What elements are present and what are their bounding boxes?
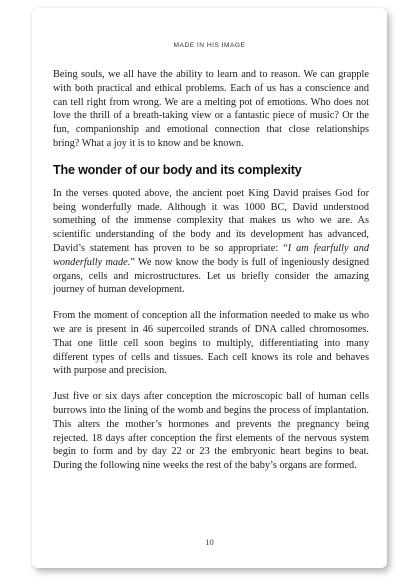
page-body bbox=[53, 68, 369, 485]
book-page bbox=[32, 8, 387, 568]
paragraph-king-david-text: In the verses quoted above, the ancient poet King David praises God for being wonderfully made. Although it was 1000 BC, David understood something of the immense complexity that makes us who we are. As scientific understanding of the body and its development has advanced, David’s statement has proven to be so appropriate: “ bbox=[53, 187, 369, 254]
page-number: 10 bbox=[205, 538, 214, 547]
scripture-quote: I am fearfully and wonderfully made. bbox=[53, 242, 369, 268]
paragraph-conception: From the moment of conception all the information needed to make us who we are is present in 46 supercoiled strands of DNA called chromosomes. That one little cell soon begins to multiply, differentiating into many different types of cells and tissues. Each cell knows its role and behaves with purpose and precision. bbox=[53, 310, 369, 377]
paragraph-souls: Being souls, we all have the ability to learn and to reason. We can grapple with both practical and ethical problems. Each of us has a conscience and can tell right from wrong. We are a melting pot of emotions. Who does not love the thrill of a breath-taking view or a fantastic piece of music? Or the fun, companionship and emotional connection that close relationships bring? What a joy it is to know and be known. bbox=[53, 69, 369, 149]
paragraph-king-david-continued: ” We now know the body is full of ingeniously designed organs, cells and microstructures. Let us briefly consider the amazing journey of human development. bbox=[53, 256, 369, 296]
section-heading: The wonder of our body and its complexity bbox=[53, 162, 302, 177]
paragraph-implantation: Just five or six days after conception the microscopic ball of human cells burrows into the lining of the womb and begins the process of implantation. This alters the mother’s hormones and prevents the pregnancy being rejected. 18 days after conception the first elements of the nervous system begin to form and by day 22 or 23 the embryonic heart begins to beat. During the following nine weeks the rest of the baby’s organs are formed. bbox=[53, 391, 369, 472]
running-header: MADE IN HIS IMAGE bbox=[173, 42, 246, 49]
paragraph-king-david bbox=[53, 187, 369, 297]
